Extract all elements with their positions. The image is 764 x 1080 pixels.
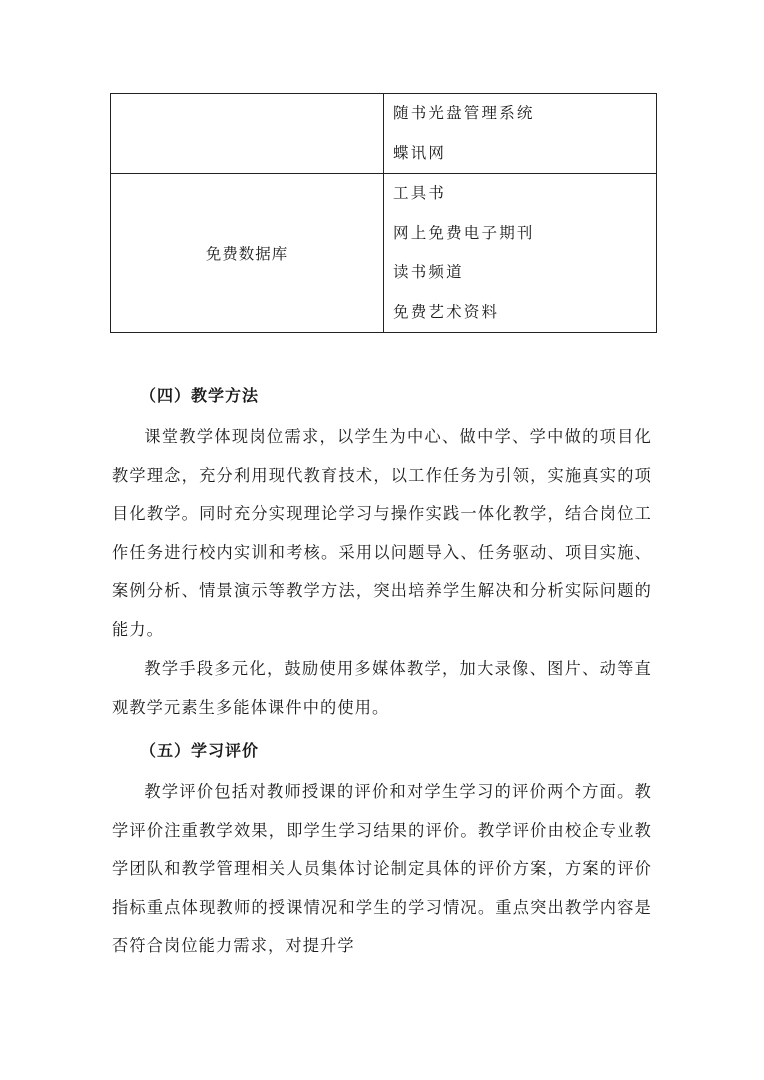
table-items-cell	[384, 174, 657, 333]
paragraph-teaching-means: 教学手段多元化，鼓励使用多媒体教学，加大录像、图片、动等直观教学元素生多能体课件中的使用。	[112, 659, 652, 717]
table-row	[111, 94, 657, 174]
table-category-cell	[111, 94, 384, 174]
table-items-cell	[384, 94, 657, 174]
table-item: 读书频道	[393, 263, 464, 281]
resource-table	[110, 93, 657, 333]
section-heading-teaching-methods: （四）教学方法	[140, 386, 260, 405]
table-item: 蝶讯网	[393, 143, 447, 162]
table-item: 随书光盘管理系统	[393, 104, 535, 122]
paragraph-teaching-methods: 课堂教学体现岗位需求，以学生为中心、做中学、学中做的项目化教学理念，充分利用现代教育技术，以工作任务为引领，实施真实的项目化教学。同时充分实现理论学习与操作实践一体化教学，结合岗位工作任务进行校内实训和考核。采用以问题导入、任务驱动、项目实施、案例分析、情景演示等教学方法，突出培养学生解决和分析实际问题的能力。	[112, 427, 652, 639]
table-item: 工具书	[393, 184, 447, 202]
table-row	[111, 174, 657, 333]
paragraph-learning-evaluation: 教学评价包括对教师授课的评价和对学生学习的评价两个方面。教学评价注重教学效果，即学生学习结果的评价。教学评价由校企专业教学团队和教学管理相关人员集体讨论制定具体的评价方案，方案的评价指标重点体现教师的授课情况和学生的学习情况。重点突出教学内容是否符合岗位能力需求，对提升学	[112, 782, 652, 955]
table-category-cell: 免费数据库	[111, 174, 384, 333]
table-item: 网上免费电子期刊	[393, 223, 535, 242]
section-heading-learning-evaluation: （五）学习评价	[140, 741, 260, 760]
table-item: 免费艺术资料	[393, 302, 500, 321]
